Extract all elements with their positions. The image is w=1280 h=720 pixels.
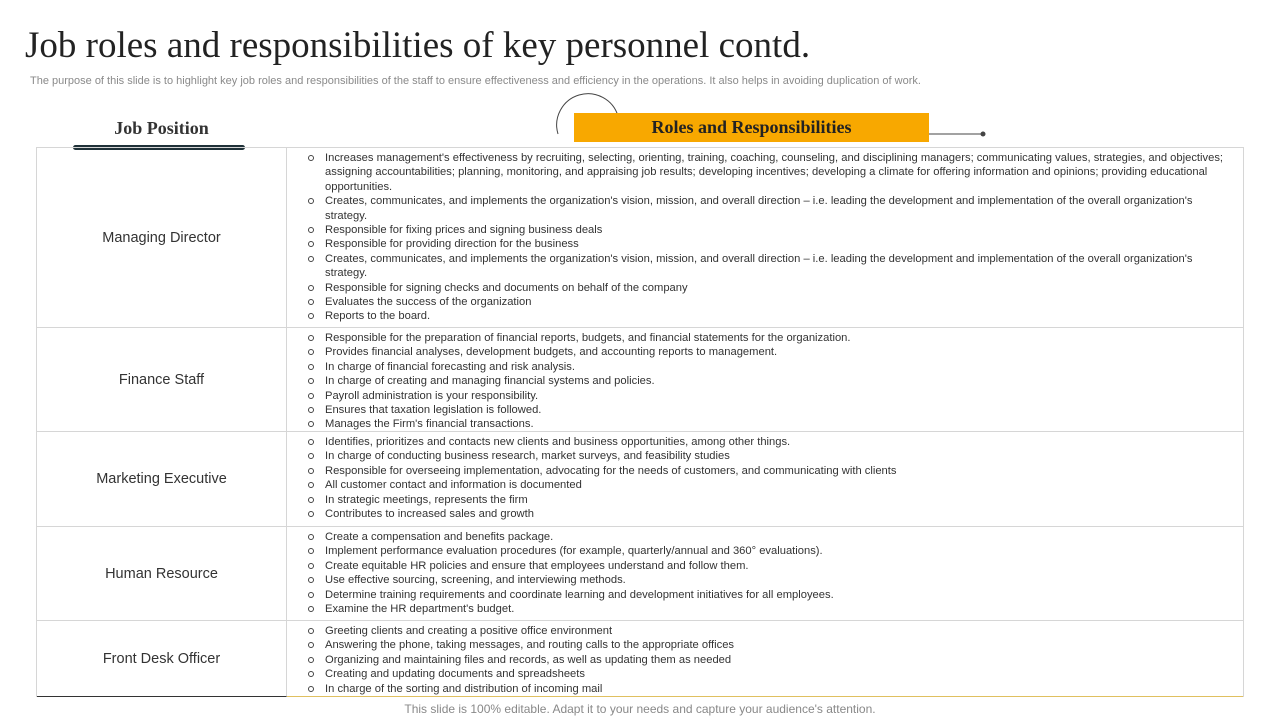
roles-cell bbox=[287, 148, 1243, 327]
role-item: Evaluates the success of the organization bbox=[307, 295, 1233, 309]
roles-header: Roles and Responsibilities bbox=[574, 113, 929, 142]
role-item: Use effective sourcing, screening, and interviewing methods. bbox=[307, 573, 1233, 587]
roles-list bbox=[307, 331, 1233, 432]
table-row bbox=[37, 527, 1243, 621]
role-item: Create equitable HR policies and ensure that employees understand and follow them. bbox=[307, 559, 1233, 573]
roles-cell bbox=[287, 328, 1243, 431]
job-position-header: Job Position bbox=[114, 118, 209, 138]
role-item: Responsible for providing direction for the business bbox=[307, 237, 1233, 251]
role-item: Manages the Firm's financial transactions. bbox=[307, 417, 1233, 431]
role-item: Ensures that taxation legislation is followed. bbox=[307, 403, 1233, 417]
roles-list bbox=[307, 624, 1233, 696]
roles-list bbox=[307, 530, 1233, 616]
role-item: In charge of creating and managing financial systems and policies. bbox=[307, 374, 1233, 388]
role-item: Answering the phone, taking messages, and routing calls to the appropriate offices bbox=[307, 638, 1233, 652]
job-position-cell: Marketing Executive bbox=[37, 432, 287, 526]
roles-cell bbox=[287, 432, 1243, 526]
role-item: Greeting clients and creating a positive office environment bbox=[307, 624, 1233, 638]
role-item: Organizing and maintaining files and records, as well as updating them as needed bbox=[307, 653, 1233, 667]
roles-list bbox=[307, 151, 1233, 324]
role-item: Create a compensation and benefits package. bbox=[307, 530, 1233, 544]
table-row bbox=[37, 432, 1243, 527]
table-row bbox=[37, 148, 1243, 328]
role-item: Increases management's effectiveness by recruiting, selecting, orienting, training, coaching, counseling, and disciplining managers; communicating values, strategies, and objectives; assigning accountabilities; planning, monitoring, and appraising job results; developing incentives; developing a climate for offering information and opinions; providing educational opportunities. bbox=[307, 151, 1233, 194]
role-item: Creating and updating documents and spreadsheets bbox=[307, 667, 1233, 681]
footer-note: This slide is 100% editable. Adapt it to your needs and capture your audience's attention. bbox=[404, 702, 876, 716]
role-item: Contributes to increased sales and growth bbox=[307, 507, 1233, 521]
job-position-cell: Finance Staff bbox=[37, 328, 287, 431]
role-item: Responsible for signing checks and documents on behalf of the company bbox=[307, 281, 1233, 295]
role-item: Creates, communicates, and implements the organization's vision, mission, and overall direction – i.e. leading the development and implementation of the overall organization's strategy. bbox=[307, 194, 1233, 223]
roles-cell bbox=[287, 527, 1243, 620]
role-item: Creates, communicates, and implements the organization's vision, mission, and overall direction – i.e. leading the development and implementation of the overall organization's strategy. bbox=[307, 252, 1233, 281]
job-position-cell: Managing Director bbox=[37, 148, 287, 327]
role-item: In charge of financial forecasting and risk analysis. bbox=[307, 360, 1233, 374]
role-item: Determine training requirements and coordinate learning and development initiatives for all employees. bbox=[307, 588, 1233, 602]
role-item: Implement performance evaluation procedures (for example, quarterly/annual and 360° evaluations). bbox=[307, 544, 1233, 558]
role-item: Reports to the board. bbox=[307, 309, 1233, 323]
roles-cell bbox=[287, 621, 1243, 697]
role-item: Examine the HR department's budget. bbox=[307, 602, 1233, 616]
job-position-cell: Front Desk Officer bbox=[37, 621, 287, 697]
role-item: Responsible for overseeing implementation, advocating for the needs of customers, and communicating with clients bbox=[307, 464, 1233, 478]
page-subtitle: The purpose of this slide is to highlight key job roles and responsibilities of the staff to ensure effectiveness and efficiency in the operations. It also helps in avoiding duplication of work. bbox=[30, 75, 921, 87]
job-position-cell: Human Resource bbox=[37, 527, 287, 620]
role-item: Payroll administration is your responsibility. bbox=[307, 389, 1233, 403]
role-item: In strategic meetings, represents the firm bbox=[307, 493, 1233, 507]
role-item: In charge of the sorting and distribution of incoming mail bbox=[307, 682, 1233, 696]
table-row bbox=[37, 621, 1243, 697]
role-item: Responsible for the preparation of financial reports, budgets, and financial statements for the organization. bbox=[307, 331, 1233, 345]
role-item: All customer contact and information is documented bbox=[307, 478, 1233, 492]
role-item: Responsible for fixing prices and signing business deals bbox=[307, 223, 1233, 237]
roles-list bbox=[307, 435, 1233, 521]
table-row bbox=[37, 328, 1243, 432]
role-item: Provides financial analyses, development budgets, and accounting reports to management. bbox=[307, 345, 1233, 359]
page-title: Job roles and responsibilities of key personnel contd. bbox=[25, 25, 811, 66]
role-item: Identifies, prioritizes and contacts new clients and business opportunities, among other things. bbox=[307, 435, 1233, 449]
roles-table bbox=[36, 147, 1244, 697]
role-item: In charge of conducting business research, market surveys, and feasibility studies bbox=[307, 449, 1233, 463]
